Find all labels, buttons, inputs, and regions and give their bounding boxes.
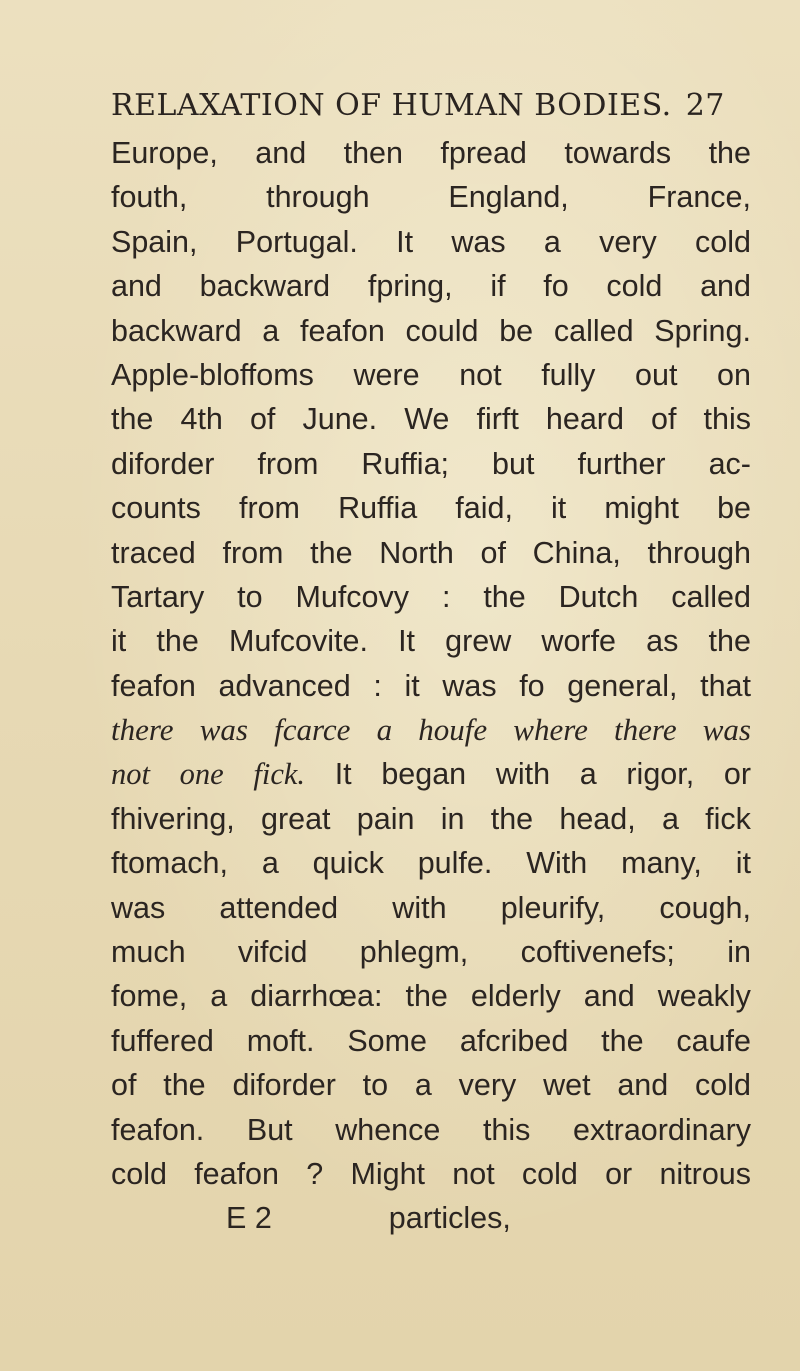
word: a <box>376 712 393 748</box>
word: Tartary <box>111 579 205 614</box>
text-line <box>111 1063 751 1107</box>
word: fhivering, <box>111 801 235 836</box>
word: was <box>111 890 166 925</box>
text-line <box>111 264 751 308</box>
text-line <box>111 708 751 752</box>
word: fuffered <box>111 1023 214 1058</box>
word: many, <box>621 846 702 881</box>
word: afcribed <box>459 1023 569 1058</box>
word: head, <box>559 801 636 836</box>
word: of <box>249 402 276 437</box>
word: rigor, <box>626 757 695 792</box>
word: was <box>702 712 751 748</box>
word: whence <box>335 1112 441 1147</box>
word: it <box>111 624 127 659</box>
word: Ruffia <box>338 491 418 526</box>
word: attended <box>219 890 339 925</box>
word: feafon. <box>111 1112 205 1147</box>
text-line <box>111 841 751 885</box>
word: one <box>179 757 224 792</box>
page-number: 27 <box>685 88 725 123</box>
word: fully <box>541 357 596 392</box>
word: feafon <box>194 1156 279 1191</box>
word: fpring, <box>367 269 453 304</box>
text-line <box>111 442 751 486</box>
word: coftivenefs; <box>520 935 675 970</box>
word: : <box>373 668 382 703</box>
word: a <box>543 224 561 259</box>
word: that <box>700 668 751 703</box>
word: a <box>210 979 228 1014</box>
word: houfe <box>418 712 488 748</box>
word: But <box>246 1112 293 1147</box>
word: It <box>398 624 416 659</box>
signature-mark: E 2 <box>226 1201 272 1236</box>
text-line <box>111 1152 751 1196</box>
word: was <box>451 224 506 259</box>
word: and <box>617 1068 669 1103</box>
word: but <box>492 446 535 481</box>
word: fome, <box>111 979 188 1014</box>
word: the <box>405 979 448 1014</box>
word: diforder <box>111 446 215 481</box>
word: or <box>723 757 751 792</box>
word: could <box>405 313 479 348</box>
word: pulfe. <box>417 846 493 881</box>
word: moft. <box>246 1023 315 1058</box>
word: very <box>458 1068 517 1103</box>
word: China, <box>532 535 621 570</box>
word: the <box>163 1068 206 1103</box>
word: Apple-bloffoms <box>111 357 314 392</box>
page-header <box>111 88 751 123</box>
word: Ruffia; <box>361 446 450 481</box>
word: caufe <box>676 1023 751 1058</box>
word: out <box>635 357 678 392</box>
text-line <box>111 175 751 219</box>
word: fo <box>519 668 545 703</box>
word: this <box>482 1112 531 1147</box>
word: from <box>257 446 319 481</box>
text-line <box>111 664 751 708</box>
word: Portugal. <box>235 224 358 259</box>
word: It <box>396 224 414 259</box>
word: cold <box>695 1068 751 1103</box>
word: vifcid <box>237 935 308 970</box>
word: backward <box>199 269 331 304</box>
word: not <box>452 1156 495 1191</box>
word: We <box>404 402 450 437</box>
word: it <box>551 491 567 526</box>
word: with <box>495 757 551 792</box>
word: Europe, <box>111 136 218 170</box>
word: cold <box>111 1156 167 1191</box>
word: counts <box>111 491 201 526</box>
word: great <box>261 801 331 836</box>
word: Mufcovite. <box>228 624 368 659</box>
footer-line <box>111 1196 751 1240</box>
word: fcarce <box>274 712 351 748</box>
body-text <box>111 131 751 1241</box>
word: might <box>604 491 679 526</box>
word: pleurify, <box>500 890 606 925</box>
text-line <box>111 1019 751 1063</box>
word: cold <box>521 1156 578 1191</box>
word: the <box>601 1023 644 1058</box>
word: grew <box>445 624 512 659</box>
word: With <box>526 846 588 881</box>
word: the <box>483 579 526 614</box>
word: Dutch <box>558 579 639 614</box>
word: quick <box>312 846 384 881</box>
word: North <box>379 535 454 570</box>
word: of <box>480 535 506 570</box>
word: Spring. <box>654 313 751 348</box>
word: be <box>717 491 751 526</box>
word: from <box>222 535 284 570</box>
word: a <box>414 1068 432 1103</box>
word: fick <box>705 801 751 836</box>
word: it <box>404 668 420 703</box>
word: it <box>735 846 751 881</box>
word: much <box>111 935 186 970</box>
word: feafon <box>299 313 385 348</box>
word: a <box>262 313 280 348</box>
word: It <box>334 757 352 792</box>
word: advanced <box>218 668 351 703</box>
word: a <box>261 846 279 881</box>
word: Mufcovy <box>295 579 410 614</box>
word: be <box>499 313 534 348</box>
word: through <box>266 180 370 215</box>
word: further <box>577 446 666 481</box>
text-line <box>111 397 751 441</box>
word: cold <box>695 224 751 259</box>
text-line <box>111 220 751 264</box>
word: a <box>579 757 597 792</box>
word: worfe <box>541 624 617 659</box>
word: where <box>513 712 588 748</box>
text-line <box>111 1108 751 1152</box>
word: was <box>442 668 497 703</box>
text-line <box>111 619 751 663</box>
text-line <box>111 752 751 796</box>
word: ? <box>306 1156 324 1191</box>
text-line <box>111 797 751 841</box>
word: this <box>703 402 751 437</box>
word: ac- <box>708 446 751 481</box>
text-line <box>111 309 751 353</box>
word: the <box>111 402 154 437</box>
running-head: RELAXATION OF HUMAN BODIES. <box>111 88 672 123</box>
word: cough, <box>659 890 751 925</box>
word: fick. <box>253 757 306 792</box>
word: fo <box>543 269 569 304</box>
word: heard <box>545 402 624 437</box>
word: were <box>353 357 420 392</box>
word: phlegm, <box>359 935 469 970</box>
text-line <box>111 974 751 1018</box>
word: and <box>583 979 635 1014</box>
word: the <box>708 624 751 659</box>
word: Some <box>347 1023 427 1058</box>
word: with <box>392 890 447 925</box>
word: or <box>605 1156 633 1191</box>
word: diarrhœa: <box>250 979 383 1014</box>
word: England, <box>448 180 569 215</box>
word: faid, <box>455 491 513 526</box>
word: the <box>708 136 751 170</box>
word: towards <box>564 136 672 170</box>
word: : <box>441 579 451 614</box>
text-line <box>111 575 751 619</box>
word: cold <box>606 269 663 304</box>
word: the <box>310 535 353 570</box>
word: and <box>111 269 162 304</box>
word: called <box>671 579 751 614</box>
word: through <box>647 535 751 570</box>
word: 4th <box>180 402 223 437</box>
word: of <box>111 1068 137 1103</box>
word: Might <box>350 1156 426 1191</box>
word: Spain, <box>111 224 198 259</box>
word: pain <box>356 801 415 836</box>
word: diforder <box>232 1068 336 1103</box>
word: nitrous <box>659 1156 751 1191</box>
word: of <box>651 402 677 437</box>
word: fpread <box>440 136 527 170</box>
word: the <box>490 801 534 836</box>
word: on <box>717 357 751 392</box>
word: in <box>727 935 751 970</box>
text-line <box>111 531 751 575</box>
word: there <box>614 712 677 748</box>
word: backward <box>111 313 242 348</box>
word: not <box>459 357 502 392</box>
word: and <box>700 269 751 304</box>
word: the <box>156 624 199 659</box>
word: feafon <box>111 668 196 703</box>
word: and <box>255 136 307 170</box>
text-line <box>111 886 751 930</box>
text-line <box>111 930 751 974</box>
text-line <box>111 353 751 397</box>
word: elderly <box>470 979 561 1014</box>
word: a <box>661 801 679 836</box>
word: fouth, <box>111 180 188 215</box>
word: firft <box>476 402 519 437</box>
word: called <box>553 313 634 348</box>
word: as <box>646 624 679 659</box>
word: in <box>440 801 465 836</box>
word: France, <box>647 180 751 215</box>
word: from <box>238 491 300 526</box>
catchword: particles, <box>388 1201 511 1236</box>
word: June. <box>302 402 378 437</box>
word: wet <box>543 1068 591 1103</box>
word: was <box>199 712 248 748</box>
word: to <box>237 579 263 614</box>
word: extraordinary <box>572 1112 751 1147</box>
word: ftomach, <box>111 846 228 881</box>
word: there <box>111 712 174 748</box>
word: then <box>343 136 403 170</box>
word: general, <box>567 668 678 703</box>
word: began <box>381 757 467 792</box>
text-line <box>111 131 751 175</box>
word: weakly <box>657 979 751 1014</box>
word: very <box>599 224 657 259</box>
word: not <box>111 757 150 792</box>
text-line <box>111 486 751 530</box>
word: traced <box>111 535 196 570</box>
word: to <box>362 1068 389 1103</box>
word: if <box>490 269 506 304</box>
